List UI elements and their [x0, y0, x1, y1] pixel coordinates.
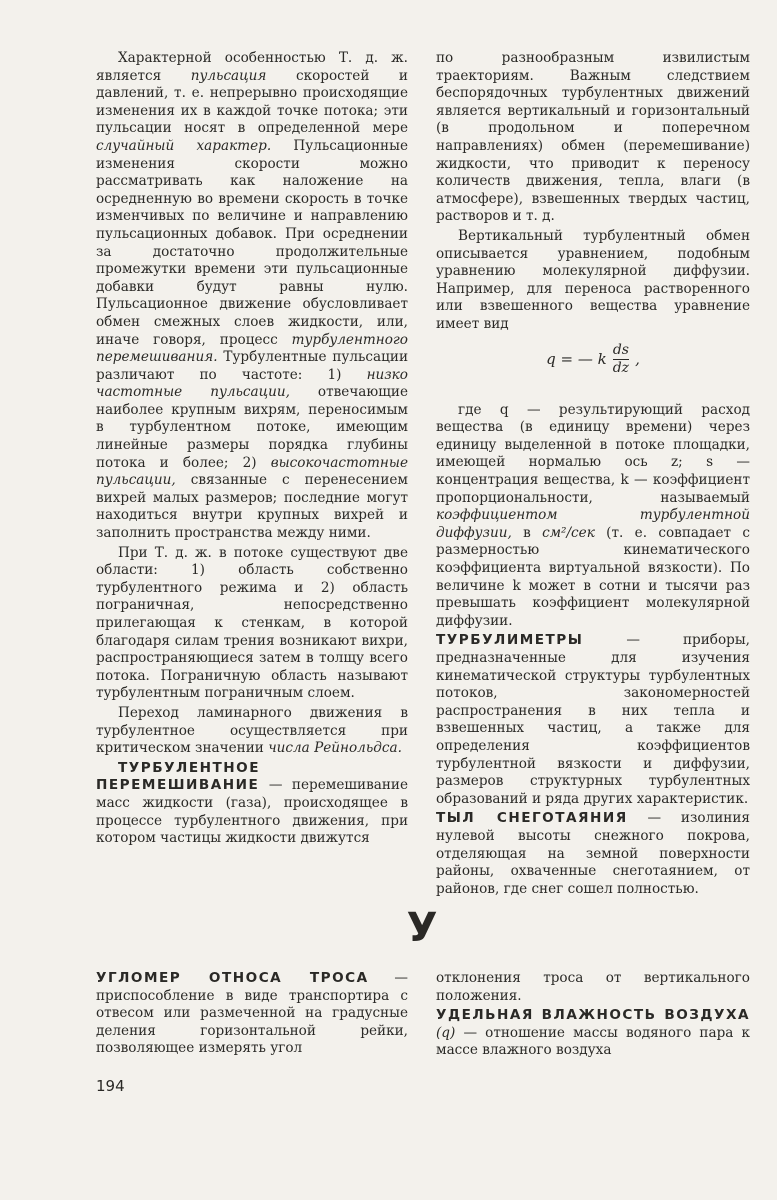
term-low-frequency: низко частотные пульсации, — [96, 366, 408, 401]
paragraph-two-regions: При Т. д. ж. в потоке существуют две области: 1) область собственно турбулентного режима и 2) область пограничная, непосредственно прилегающая к стенкам, в которой благодаря силам трения возникают вихри, распространяющиеся затем в толщу всего потока. Пограничную область называют турбулентным пограничным слоем. — [96, 544, 408, 702]
section-letter: У — [406, 905, 438, 951]
entry-heading: ТУРБУЛЕНТНОЕ ПЕРЕМЕШИВАНИЕ — [96, 759, 261, 794]
entry-heading: УДЕЛЬНАЯ ВЛАЖНОСТЬ ВОЗДУХА — [436, 1007, 750, 1024]
entry-snowmelt-rear: ТЫЛ СНЕГОТАЯНИЯ — изолиния нулевой высоты снежного покрова, отделяющая на земной поверхности районы, охваченные снеготаянием, от районов, где снег сошел полностью. — [436, 810, 750, 897]
term-random-character: случайный характер. — [96, 137, 272, 154]
term-turbulent-mixing: турбулентного перемешивания. — [96, 331, 408, 366]
paragraph-vertical-exchange: Вертикальный турбулентный обмен описывается уравнением, подобным уравнению молекулярной диффузии. Например, для переноса растворенного или взвешенного вещества уравнение имеет вид — [436, 227, 750, 332]
unit-cm2-sec: см²/сек — [542, 524, 595, 541]
term-reynolds: числа Рейнольдса. — [268, 740, 402, 757]
entry-turbulimeters: ТУРБУЛИМЕТРЫ — приборы, предназначенные для изучения кинематической структуры турбулентных потоков, закономерностей распространения в них тепла и взвешенных частиц, а также для определения коэффициентов турбулентной вязкости и диффузии, размеров структурных турбулентных образований и ряда других характеристик. — [436, 632, 750, 807]
entry-heading: ТЫЛ СНЕГОТАЯНИЯ — [436, 810, 628, 827]
term-turbulent-diffusion: коэффициентом турбулентной диффузии, — [436, 507, 750, 541]
paragraph-continuation-bottom: отклонения троса от вертикального положения. — [436, 970, 750, 1004]
left-column — [96, 50, 408, 848]
term-high-frequency: высокочастотные пульсации, — [96, 454, 408, 489]
paragraph-pulsation: Характерной особенностью Т. д. ж. является пульсация скоростей и давлений, т. е. непрерывно происходящие изменения их в каждой точке потока; эти пульсации носят в определенной мере случайный характер. Пульсационные изменения скорости можно рассматривать как наложение на осредненную во времени скорость в точке изменчивых по величине и направлению пульсационных добавок. При осреднении за достаточно продолжительные промежутки времени эти пульсационные добавки будут равны нулю. Пульсационное движение обусловливает обмен смежных слоев жидкости, или, иначе говоря, процесс турбулентного перемешивания. Турбулентные пульсации различают по частоте: 1) низко частотные пульсации, отвечающие наиболее крупным вихрям, переносимым в турбулентном потоке, имеющим линейные размеры порядка глубины потока и более; 2) высокочастотные пульсации, связанные с перенесением вихрей малых размеров; последние могут находиться внутри крупных вихрей и заполнить пространства между ними. — [96, 50, 408, 542]
paragraph-continuation: по разнообразным извилистым траекториям. Важным следствием беспорядочных турбулентных движений является вертикальный и горизонтальный (в продольном и поперечном направлениях) обмен (перемешивание) жидкости, что приводит к переносу количеств движения, тепла, влаги (в атмосфере), взвешенных твердых частиц, растворов и т. д. — [436, 50, 750, 225]
page-number: 194 — [96, 1077, 125, 1095]
right-column — [436, 50, 750, 898]
entry-specific-humidity: УДЕЛЬНАЯ ВЛАЖНОСТЬ ВОЗДУХА (q) — отношение массы водяного пара к массе влажного воздуха — [436, 1007, 750, 1059]
formula-fraction: $\frac{ds}{dz}$ — [612, 341, 630, 377]
entry-heading: ТУРБУЛИМЕТРЫ — [436, 632, 584, 649]
term-pulsation: пульсация — [190, 67, 267, 84]
paragraph-transition: Переход ламинарного движения в турбулентное осуществляется при критическом значении числа Рейнольдса. — [96, 704, 408, 757]
diffusion-formula: q = — k $\frac{ds}{dz}$ , — [546, 341, 640, 377]
entry-cable-angle-meter: УГЛОМЕР ОТНОСА ТРОСА — приспособление в виде транспортира с отвесом или размеченной на градусные деления горизонтальной рейки, позволяющее измерять угол — [96, 970, 409, 1057]
bottom-left-column — [96, 970, 408, 1058]
entry-heading: УГЛОМЕР ОТНОСА ТРОСА — [96, 970, 369, 986]
bottom-right-column — [436, 970, 750, 1060]
entry-turbulent-mixing: ТУРБУЛЕНТНОЕ ПЕРЕМЕШИВАНИЕ — перемешивание масс жидкости (газа), происходящее в процессе турбулентного движения, при котором частицы жидкости движутся — [96, 759, 408, 847]
paragraph-formula-explanation: где q — результирующий расход вещества (в единицу времени) через единицу выделенной в потоке площадки, имеющей нормалью ось z; s — концентрация вещества, k — коэффициент пропорциональности, называемый коэффициентом турбулентной диффузии, в см²/сек (т. е. совпадает с размерностью кинематического коэффициента виртуальной вязкости). По величине k может в сотни и тысячи раз превышать коэффициент молекулярной диффузии. — [436, 401, 750, 629]
